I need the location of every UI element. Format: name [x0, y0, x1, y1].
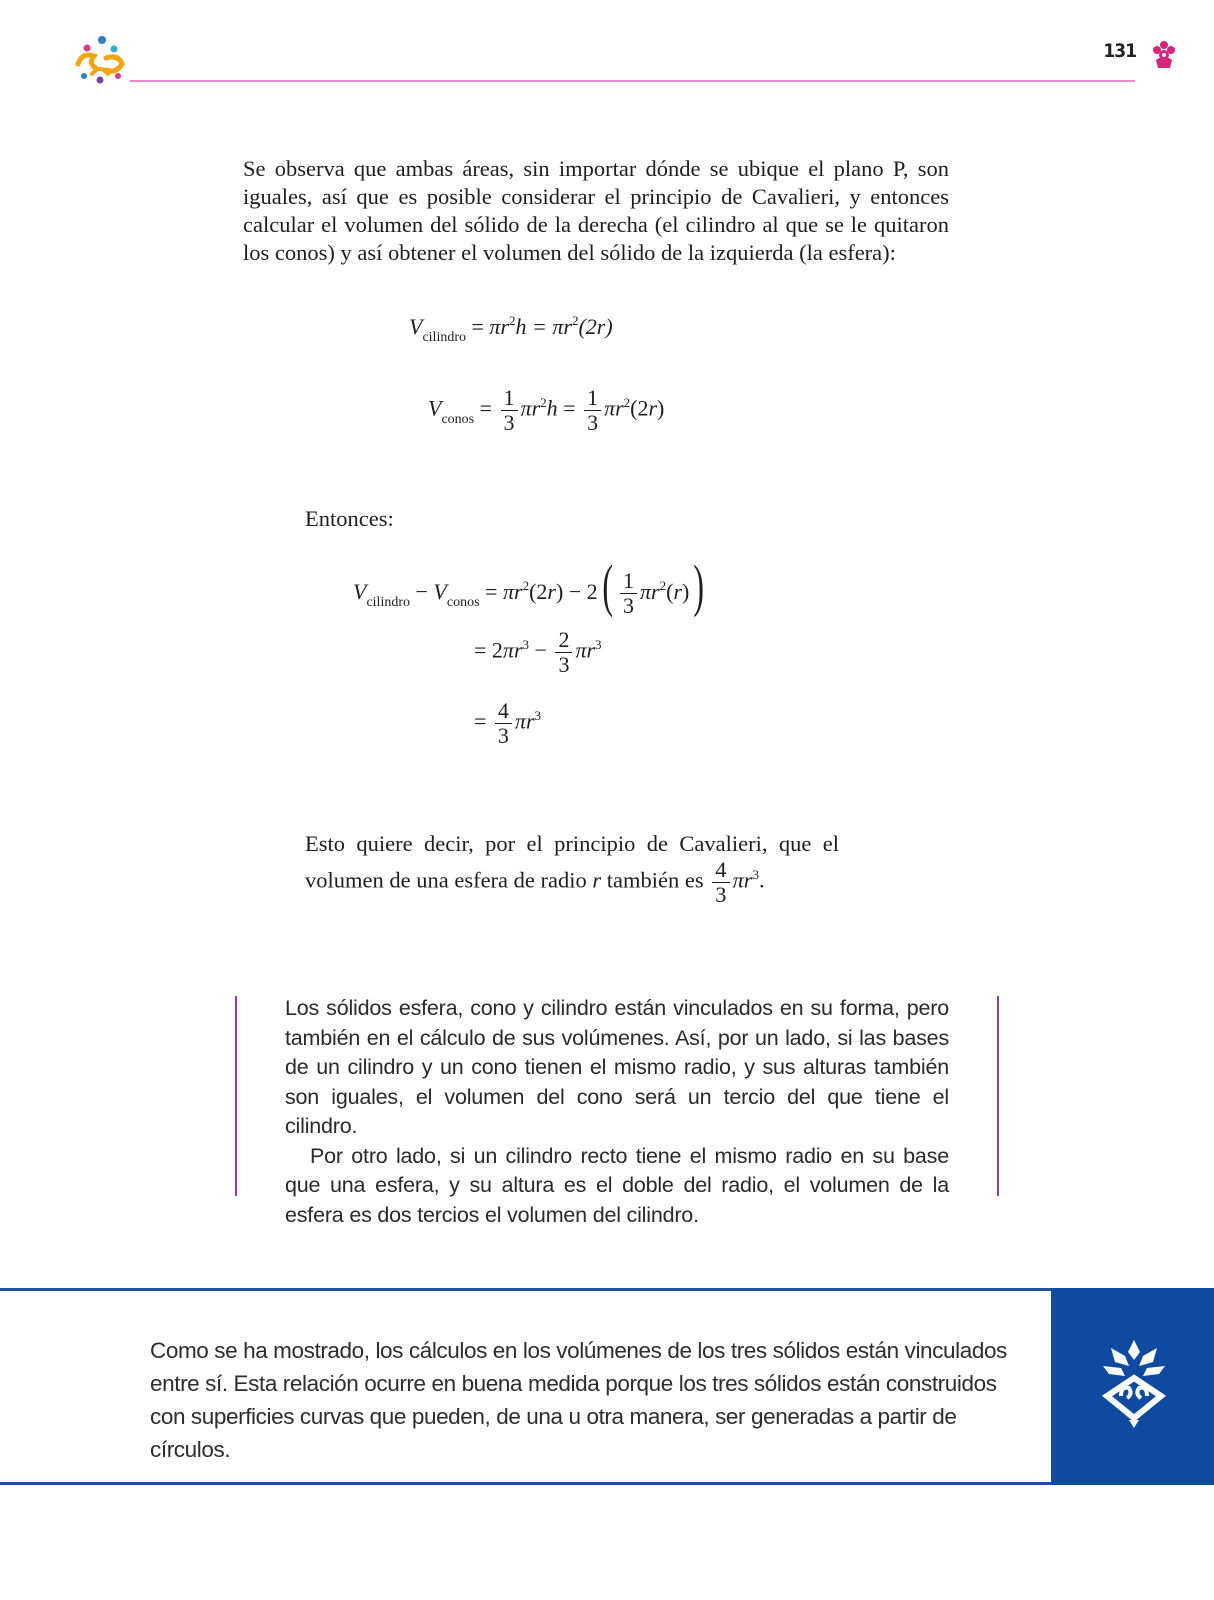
equation-result: = $\frac{4}{3}$ $\pi r^3$ [474, 698, 542, 748]
conclusion-line-2: volumen de una esfera de radio r también es $\frac{4}{3}$ $\pi r^3$. [305, 857, 765, 907]
denominator: 3 [497, 723, 509, 748]
eq1-h: h = πr [515, 314, 572, 339]
header-rule [130, 80, 1135, 82]
equation-cones-volume: $V_{conos}$ = $\frac{1}{3}$ $\pi r^2h$ = $\frac{1}{3}$ $\pi r^2(2r)$ [428, 385, 665, 435]
exp-3: 3 [752, 866, 760, 882]
equation-difference: $V_{cilindro} - V_{conos} = \pi r^2(2r) - 2$( $\frac{1}{3}$ $\pi r^2(r)$) [353, 553, 705, 619]
numerator: 1 [501, 386, 518, 411]
eq1-pi-r: πr [489, 314, 510, 339]
band-top-rule [0, 1288, 1214, 1291]
numerator: 1 [584, 386, 601, 411]
exp-3: 3 [522, 636, 530, 652]
band-bottom-rule [0, 1482, 1214, 1485]
note-paragraph-1: Los sólidos esfera, cono y cilindro están vinculados en su forma, pero también en el cálculo de sus volúmenes. Así, por un lado, si las bases de un cilindro y un cono tienen el mismo radio, y sus alturas también son iguales, el volumen del cono será un tercio del que tiene el cilindro. [285, 996, 949, 1138]
numerator: 4 [712, 858, 729, 883]
denominator: 3 [715, 882, 727, 907]
exp-2: 2 [659, 578, 667, 593]
numerator: 2 [555, 628, 572, 653]
note-paragraph-2: Por otro lado, si un cilindro recto tiene el mismo radio en su base que una esfera, y su altura es el doble del radio, el volumen de la esfera es dos tercios el volumen del cilindro. [285, 1143, 949, 1227]
exp-3: 3 [595, 636, 602, 652]
subscript-cilindro: cilindro [422, 330, 466, 345]
fraction-one-third [620, 569, 637, 618]
subscript-cilindro: cilindro [366, 595, 410, 610]
equation-cylinder-volume: $V_{cilindro} = \pi r^2h = \pi r^2(2r)$ [409, 313, 613, 345]
numerator: 1 [620, 569, 637, 594]
note-box-left-rule [235, 996, 237, 1196]
flower-ornament-icon [1151, 40, 1177, 70]
denominator: 3 [623, 593, 635, 619]
conclusion-text-b: también es [606, 867, 704, 893]
colorful-dots-logo-icon [72, 34, 128, 86]
fraction-four-thirds [495, 699, 512, 748]
note-box [285, 994, 949, 1230]
denominator: 3 [503, 410, 515, 435]
closing-paragraph: Como se ha mostrado, los cálculos en los volúmenes de los tres sólidos están vinculados entre sí. Esta relación ocurre en buena medida porque los tres sólidos están construidos con superficies curvas que pueden, de una u otra manera, ser generadas a partir de círculos. [150, 1338, 1007, 1462]
exp-2: 2 [571, 313, 579, 328]
fraction-four-thirds [712, 858, 729, 907]
exp-2: 2 [509, 313, 516, 328]
exp-2: 2 [522, 578, 530, 593]
intro-paragraph: Se observa que ambas áreas, sin importar dónde se ubique el plano P, son iguales, así que es posible considerar el principio de Cavalieri, y entonces calcular el volumen del sólido de la derecha (el cilindro al que se le quitaron los conos) y así obtener el volumen del sólido de la izquierda (la esfera): [243, 156, 949, 265]
subscript-conos: conos [441, 411, 475, 427]
numerator: 4 [495, 699, 512, 724]
equation-step-2: = $2\pi r^3$ − $\frac{2}{3}$ $\pi r^3$ [474, 627, 602, 677]
fraction-one-third [501, 386, 518, 435]
entonces-label: Entonces: [305, 506, 394, 531]
conclusion-line-1: Esto quiere decir, por el principio de Cavalieri, que el [305, 831, 839, 856]
exp-2: 2 [540, 394, 547, 410]
denominator: 3 [587, 410, 599, 435]
subscript-conos: conos [446, 595, 480, 610]
eq1-2r: (2r) [578, 314, 613, 339]
exp-3: 3 [534, 707, 542, 723]
page-number: 131 [1103, 40, 1136, 62]
fraction-two-thirds [555, 628, 572, 677]
fraction-one-third [584, 386, 601, 435]
ornamental-emblem-icon [1099, 1340, 1169, 1428]
denominator: 3 [558, 652, 570, 677]
note-box-right-rule [997, 996, 999, 1196]
conclusion-text-a: volumen de una esfera de radio [305, 867, 587, 893]
conclusion-var-r: r [592, 867, 602, 893]
exp-2: 2 [623, 394, 631, 410]
